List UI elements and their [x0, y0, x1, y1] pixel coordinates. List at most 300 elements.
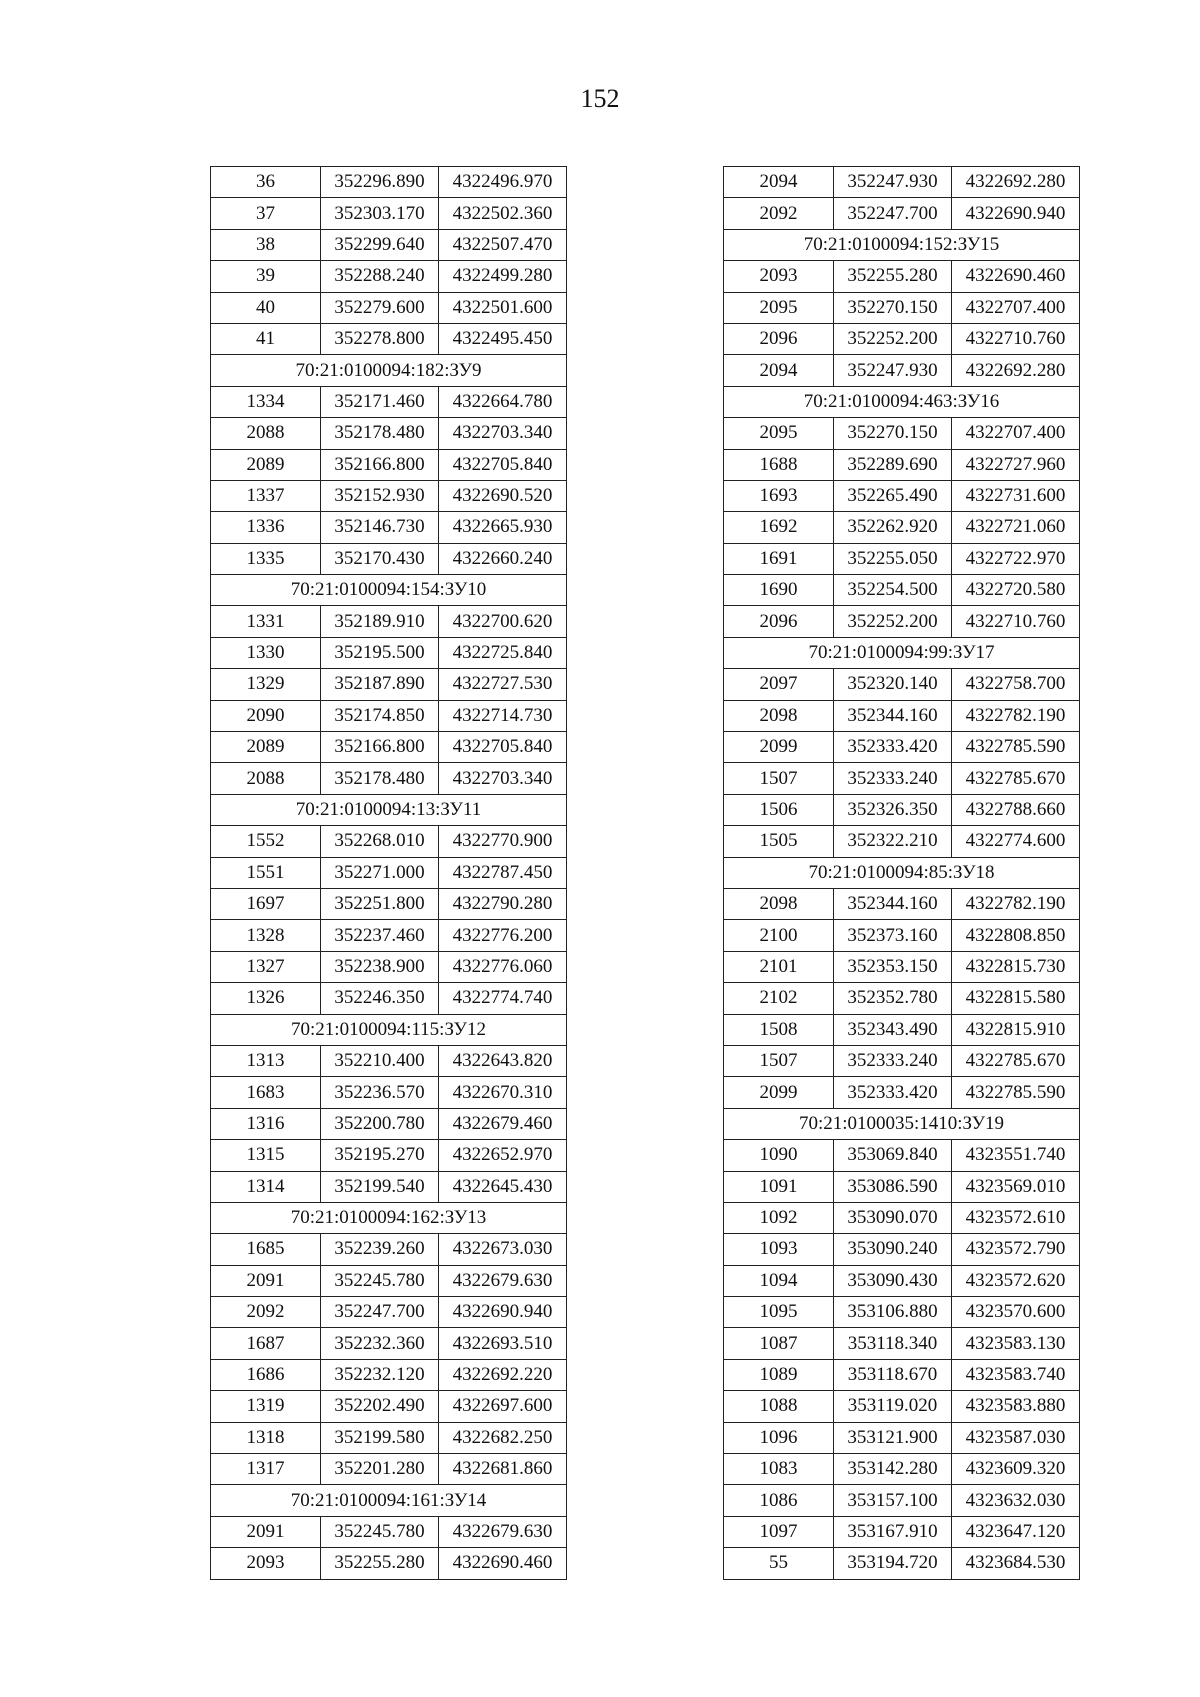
x-coordinate-cell: 352252.200 — [834, 323, 952, 354]
table-row — [724, 480, 1080, 511]
point-number-cell: 1692 — [724, 512, 834, 543]
y-coordinate-cell: 4323587.030 — [952, 1422, 1080, 1453]
point-number-cell: 1691 — [724, 543, 834, 574]
y-coordinate-cell: 4323647.120 — [952, 1516, 1080, 1547]
x-coordinate-cell: 352166.800 — [321, 449, 439, 480]
x-coordinate-cell: 352195.270 — [321, 1140, 439, 1171]
parcel-header-row — [724, 857, 1080, 888]
y-coordinate-cell: 4322690.460 — [439, 1548, 567, 1579]
x-coordinate-cell: 352247.930 — [834, 167, 952, 198]
table-row — [211, 323, 567, 354]
x-coordinate-cell: 352303.170 — [321, 198, 439, 229]
point-number-cell: 1330 — [211, 637, 321, 668]
parcel-header-row — [724, 637, 1080, 668]
y-coordinate-cell: 4322645.430 — [439, 1171, 567, 1202]
point-number-cell: 1086 — [724, 1485, 834, 1516]
table-row — [211, 763, 567, 794]
table-row — [724, 323, 1080, 354]
coordinates-table-left-body — [211, 167, 567, 1580]
point-number-cell: 1683 — [211, 1077, 321, 1108]
parcel-header-row — [724, 386, 1080, 417]
x-coordinate-cell: 352247.930 — [834, 355, 952, 386]
point-number-cell: 2099 — [724, 732, 834, 763]
point-number-cell: 1315 — [211, 1140, 321, 1171]
y-coordinate-cell: 4322679.460 — [439, 1108, 567, 1139]
y-coordinate-cell: 4322714.730 — [439, 700, 567, 731]
parcel-cadastral-number: 70:21:0100094:13:ЗУ11 — [211, 794, 567, 825]
x-coordinate-cell: 352200.780 — [321, 1108, 439, 1139]
y-coordinate-cell: 4322725.840 — [439, 637, 567, 668]
table-row — [211, 606, 567, 637]
point-number-cell: 1334 — [211, 386, 321, 417]
table-row — [724, 1454, 1080, 1485]
y-coordinate-cell: 4322692.280 — [952, 167, 1080, 198]
parcel-header-row — [211, 1485, 567, 1516]
table-row — [724, 449, 1080, 480]
table-row — [724, 1202, 1080, 1233]
x-coordinate-cell: 352254.500 — [834, 575, 952, 606]
table-row — [211, 1077, 567, 1108]
table-row — [724, 1234, 1080, 1265]
x-coordinate-cell: 352278.800 — [321, 323, 439, 354]
point-number-cell: 1091 — [724, 1171, 834, 1202]
table-row — [724, 167, 1080, 198]
parcel-cadastral-number: 70:21:0100094:85:ЗУ18 — [724, 857, 1080, 888]
y-coordinate-cell: 4322679.630 — [439, 1516, 567, 1547]
x-coordinate-cell: 352247.700 — [834, 198, 952, 229]
parcel-header-row — [724, 1108, 1080, 1139]
y-coordinate-cell: 4323632.030 — [952, 1485, 1080, 1516]
table-row — [724, 1014, 1080, 1045]
y-coordinate-cell: 4322720.580 — [952, 575, 1080, 606]
point-number-cell: 1688 — [724, 449, 834, 480]
y-coordinate-cell: 4322502.360 — [439, 198, 567, 229]
table-row — [724, 512, 1080, 543]
point-number-cell: 1685 — [211, 1234, 321, 1265]
point-number-cell: 2099 — [724, 1077, 834, 1108]
point-number-cell: 2098 — [724, 700, 834, 731]
table-row — [211, 1234, 567, 1265]
y-coordinate-cell: 4322776.060 — [439, 951, 567, 982]
y-coordinate-cell: 4322774.600 — [952, 826, 1080, 857]
table-row — [211, 637, 567, 668]
x-coordinate-cell: 353119.020 — [834, 1391, 952, 1422]
y-coordinate-cell: 4322692.280 — [952, 355, 1080, 386]
x-coordinate-cell: 353118.670 — [834, 1359, 952, 1390]
y-coordinate-cell: 4322815.730 — [952, 951, 1080, 982]
x-coordinate-cell: 352166.800 — [321, 732, 439, 763]
y-coordinate-cell: 4322705.840 — [439, 449, 567, 480]
y-coordinate-cell: 4322690.940 — [439, 1297, 567, 1328]
x-coordinate-cell: 352322.210 — [834, 826, 952, 857]
parcel-header-row — [211, 1202, 567, 1233]
table-row — [211, 512, 567, 543]
table-row — [724, 543, 1080, 574]
x-coordinate-cell: 352268.010 — [321, 826, 439, 857]
point-number-cell: 1326 — [211, 983, 321, 1014]
table-row — [211, 1328, 567, 1359]
point-number-cell: 1090 — [724, 1140, 834, 1171]
x-coordinate-cell: 352202.490 — [321, 1391, 439, 1422]
point-number-cell: 2098 — [724, 888, 834, 919]
x-coordinate-cell: 352373.160 — [834, 920, 952, 951]
point-number-cell: 2091 — [211, 1265, 321, 1296]
x-coordinate-cell: 353090.430 — [834, 1265, 952, 1296]
point-number-cell: 36 — [211, 167, 321, 198]
x-coordinate-cell: 352247.700 — [321, 1297, 439, 1328]
x-coordinate-cell: 352146.730 — [321, 512, 439, 543]
x-coordinate-cell: 352174.850 — [321, 700, 439, 731]
x-coordinate-cell: 352210.400 — [321, 1045, 439, 1076]
point-number-cell: 1318 — [211, 1422, 321, 1453]
table-row — [724, 1077, 1080, 1108]
table-row — [211, 1359, 567, 1390]
point-number-cell: 1505 — [724, 826, 834, 857]
x-coordinate-cell: 352326.350 — [834, 794, 952, 825]
x-coordinate-cell: 352333.420 — [834, 1077, 952, 1108]
y-coordinate-cell: 4322776.200 — [439, 920, 567, 951]
table-row — [724, 1516, 1080, 1547]
point-number-cell: 2094 — [724, 355, 834, 386]
point-number-cell: 1314 — [211, 1171, 321, 1202]
y-coordinate-cell: 4322705.840 — [439, 732, 567, 763]
table-row — [211, 198, 567, 229]
point-number-cell: 1551 — [211, 857, 321, 888]
x-coordinate-cell: 352201.280 — [321, 1454, 439, 1485]
parcel-cadastral-number: 70:21:0100094:115:ЗУ12 — [211, 1014, 567, 1045]
x-coordinate-cell: 353121.900 — [834, 1422, 952, 1453]
point-number-cell: 1093 — [724, 1234, 834, 1265]
point-number-cell: 38 — [211, 229, 321, 260]
table-row — [724, 1548, 1080, 1579]
point-number-cell: 1096 — [724, 1422, 834, 1453]
point-number-cell: 1690 — [724, 575, 834, 606]
table-row — [211, 261, 567, 292]
table-row — [211, 669, 567, 700]
y-coordinate-cell: 4322707.400 — [952, 418, 1080, 449]
point-number-cell: 40 — [211, 292, 321, 323]
point-number-cell: 1507 — [724, 1045, 834, 1076]
point-number-cell: 2089 — [211, 732, 321, 763]
point-number-cell: 1697 — [211, 888, 321, 919]
point-number-cell: 1508 — [724, 1014, 834, 1045]
parcel-cadastral-number: 70:21:0100094:99:ЗУ17 — [724, 637, 1080, 668]
table-row — [211, 229, 567, 260]
point-number-cell: 1092 — [724, 1202, 834, 1233]
x-coordinate-cell: 352352.780 — [834, 983, 952, 1014]
table-row — [211, 543, 567, 574]
x-coordinate-cell: 352239.260 — [321, 1234, 439, 1265]
point-number-cell: 1337 — [211, 480, 321, 511]
x-coordinate-cell: 352171.460 — [321, 386, 439, 417]
x-coordinate-cell: 352178.480 — [321, 763, 439, 794]
table-row — [724, 1328, 1080, 1359]
x-coordinate-cell: 352353.150 — [834, 951, 952, 982]
table-row — [724, 575, 1080, 606]
y-coordinate-cell: 4322690.460 — [952, 261, 1080, 292]
table-row — [724, 1391, 1080, 1422]
table-row — [211, 732, 567, 763]
table-row — [724, 794, 1080, 825]
table-row — [724, 1265, 1080, 1296]
point-number-cell: 2093 — [211, 1548, 321, 1579]
x-coordinate-cell: 352187.890 — [321, 669, 439, 700]
y-coordinate-cell: 4322652.970 — [439, 1140, 567, 1171]
y-coordinate-cell: 4322501.600 — [439, 292, 567, 323]
y-coordinate-cell: 4322670.310 — [439, 1077, 567, 1108]
y-coordinate-cell: 4322692.220 — [439, 1359, 567, 1390]
point-number-cell: 1507 — [724, 763, 834, 794]
point-number-cell: 1506 — [724, 794, 834, 825]
y-coordinate-cell: 4322660.240 — [439, 543, 567, 574]
y-coordinate-cell: 4323583.880 — [952, 1391, 1080, 1422]
table-row — [211, 418, 567, 449]
y-coordinate-cell: 4322707.400 — [952, 292, 1080, 323]
table-row — [724, 1140, 1080, 1171]
table-row — [211, 700, 567, 731]
parcel-cadastral-number: 70:21:0100094:152:ЗУ15 — [724, 229, 1080, 260]
y-coordinate-cell: 4323572.620 — [952, 1265, 1080, 1296]
point-number-cell: 39 — [211, 261, 321, 292]
y-coordinate-cell: 4322703.340 — [439, 763, 567, 794]
y-coordinate-cell: 4322727.530 — [439, 669, 567, 700]
point-number-cell: 1088 — [724, 1391, 834, 1422]
table-row — [724, 355, 1080, 386]
y-coordinate-cell: 4322710.760 — [952, 323, 1080, 354]
table-row — [724, 888, 1080, 919]
y-coordinate-cell: 4322785.590 — [952, 732, 1080, 763]
parcel-header-row — [211, 575, 567, 606]
x-coordinate-cell: 352178.480 — [321, 418, 439, 449]
x-coordinate-cell: 352199.540 — [321, 1171, 439, 1202]
x-coordinate-cell: 352252.200 — [834, 606, 952, 637]
x-coordinate-cell: 352245.780 — [321, 1265, 439, 1296]
parcel-cadastral-number: 70:21:0100094:161:ЗУ14 — [211, 1485, 567, 1516]
y-coordinate-cell: 4322774.740 — [439, 983, 567, 1014]
y-coordinate-cell: 4322682.250 — [439, 1422, 567, 1453]
table-row — [211, 826, 567, 857]
x-coordinate-cell: 352237.460 — [321, 920, 439, 951]
parcel-cadastral-number: 70:21:0100094:182:ЗУ9 — [211, 355, 567, 386]
x-coordinate-cell: 352255.050 — [834, 543, 952, 574]
y-coordinate-cell: 4322499.280 — [439, 261, 567, 292]
parcel-cadastral-number: 70:21:0100094:162:ЗУ13 — [211, 1202, 567, 1233]
coordinates-table-right — [723, 166, 1080, 1580]
parcel-header-row — [724, 229, 1080, 260]
y-coordinate-cell: 4322681.860 — [439, 1454, 567, 1485]
x-coordinate-cell: 353106.880 — [834, 1297, 952, 1328]
table-row — [211, 1045, 567, 1076]
y-coordinate-cell: 4322703.340 — [439, 418, 567, 449]
point-number-cell: 2092 — [724, 198, 834, 229]
y-coordinate-cell: 4322815.580 — [952, 983, 1080, 1014]
x-coordinate-cell: 353086.590 — [834, 1171, 952, 1202]
point-number-cell: 1552 — [211, 826, 321, 857]
x-coordinate-cell: 352343.490 — [834, 1014, 952, 1045]
x-coordinate-cell: 352199.580 — [321, 1422, 439, 1453]
y-coordinate-cell: 4322727.960 — [952, 449, 1080, 480]
y-coordinate-cell: 4322787.450 — [439, 857, 567, 888]
point-number-cell: 1331 — [211, 606, 321, 637]
x-coordinate-cell: 352333.240 — [834, 763, 952, 794]
x-coordinate-cell: 352251.800 — [321, 888, 439, 919]
table-row — [211, 1140, 567, 1171]
y-coordinate-cell: 4323609.320 — [952, 1454, 1080, 1485]
table-row — [724, 292, 1080, 323]
table-row — [211, 1108, 567, 1139]
point-number-cell: 2101 — [724, 951, 834, 982]
point-number-cell: 2088 — [211, 763, 321, 794]
y-coordinate-cell: 4323572.610 — [952, 1202, 1080, 1233]
point-number-cell: 1336 — [211, 512, 321, 543]
point-number-cell: 2095 — [724, 418, 834, 449]
point-number-cell: 2096 — [724, 606, 834, 637]
y-coordinate-cell: 4322782.190 — [952, 888, 1080, 919]
point-number-cell: 37 — [211, 198, 321, 229]
x-coordinate-cell: 353069.840 — [834, 1140, 952, 1171]
coordinates-table-left — [210, 166, 567, 1580]
y-coordinate-cell: 4322815.910 — [952, 1014, 1080, 1045]
table-row — [211, 1391, 567, 1422]
point-number-cell: 1094 — [724, 1265, 834, 1296]
point-number-cell: 1083 — [724, 1454, 834, 1485]
x-coordinate-cell: 352344.160 — [834, 888, 952, 919]
table-row — [724, 1359, 1080, 1390]
x-coordinate-cell: 353090.070 — [834, 1202, 952, 1233]
y-coordinate-cell: 4322785.670 — [952, 1045, 1080, 1076]
y-coordinate-cell: 4322721.060 — [952, 512, 1080, 543]
point-number-cell: 1687 — [211, 1328, 321, 1359]
x-coordinate-cell: 352289.690 — [834, 449, 952, 480]
point-number-cell: 2090 — [211, 700, 321, 731]
y-coordinate-cell: 4323551.740 — [952, 1140, 1080, 1171]
x-coordinate-cell: 352170.430 — [321, 543, 439, 574]
point-number-cell: 2091 — [211, 1516, 321, 1547]
point-number-cell: 2102 — [724, 983, 834, 1014]
table-row — [211, 1548, 567, 1579]
parcel-cadastral-number: 70:21:0100035:1410:ЗУ19 — [724, 1108, 1080, 1139]
table-row — [724, 826, 1080, 857]
y-coordinate-cell: 4322731.600 — [952, 480, 1080, 511]
x-coordinate-cell: 352189.910 — [321, 606, 439, 637]
x-coordinate-cell: 352195.500 — [321, 637, 439, 668]
table-row — [211, 1297, 567, 1328]
x-coordinate-cell: 353090.240 — [834, 1234, 952, 1265]
y-coordinate-cell: 4323569.010 — [952, 1171, 1080, 1202]
y-coordinate-cell: 4322710.760 — [952, 606, 1080, 637]
point-number-cell: 1097 — [724, 1516, 834, 1547]
x-coordinate-cell: 352333.240 — [834, 1045, 952, 1076]
table-row — [724, 732, 1080, 763]
x-coordinate-cell: 352255.280 — [834, 261, 952, 292]
x-coordinate-cell: 352232.120 — [321, 1359, 439, 1390]
y-coordinate-cell: 4323572.790 — [952, 1234, 1080, 1265]
table-row — [211, 167, 567, 198]
y-coordinate-cell: 4323570.600 — [952, 1297, 1080, 1328]
x-coordinate-cell: 352270.150 — [834, 418, 952, 449]
point-number-cell: 1328 — [211, 920, 321, 951]
y-coordinate-cell: 4322758.700 — [952, 669, 1080, 700]
point-number-cell: 1693 — [724, 480, 834, 511]
point-number-cell: 41 — [211, 323, 321, 354]
y-coordinate-cell: 4322665.930 — [439, 512, 567, 543]
point-number-cell: 1329 — [211, 669, 321, 700]
table-row — [724, 983, 1080, 1014]
table-row — [211, 1454, 567, 1485]
table-row — [724, 418, 1080, 449]
table-row — [211, 920, 567, 951]
point-number-cell: 2097 — [724, 669, 834, 700]
x-coordinate-cell: 352152.930 — [321, 480, 439, 511]
x-coordinate-cell: 352344.160 — [834, 700, 952, 731]
y-coordinate-cell: 4322673.030 — [439, 1234, 567, 1265]
y-coordinate-cell: 4322808.850 — [952, 920, 1080, 951]
point-number-cell: 1089 — [724, 1359, 834, 1390]
x-coordinate-cell: 352333.420 — [834, 732, 952, 763]
y-coordinate-cell: 4322664.780 — [439, 386, 567, 417]
y-coordinate-cell: 4322496.970 — [439, 167, 567, 198]
table-row — [211, 1516, 567, 1547]
y-coordinate-cell: 4322697.600 — [439, 1391, 567, 1422]
x-coordinate-cell: 352320.140 — [834, 669, 952, 700]
table-row — [211, 292, 567, 323]
x-coordinate-cell: 352246.350 — [321, 983, 439, 1014]
table-row — [211, 449, 567, 480]
x-coordinate-cell: 352271.000 — [321, 857, 439, 888]
x-coordinate-cell: 352265.490 — [834, 480, 952, 511]
table-row — [211, 857, 567, 888]
x-coordinate-cell: 352270.150 — [834, 292, 952, 323]
point-number-cell: 2094 — [724, 167, 834, 198]
table-row — [724, 920, 1080, 951]
point-number-cell: 2096 — [724, 323, 834, 354]
point-number-cell: 1686 — [211, 1359, 321, 1390]
y-coordinate-cell: 4322790.280 — [439, 888, 567, 919]
point-number-cell: 1317 — [211, 1454, 321, 1485]
x-coordinate-cell: 352279.600 — [321, 292, 439, 323]
coordinates-table-right-body — [724, 167, 1080, 1580]
x-coordinate-cell: 352255.280 — [321, 1548, 439, 1579]
table-row — [724, 1422, 1080, 1453]
x-coordinate-cell: 353142.280 — [834, 1454, 952, 1485]
table-row — [724, 1485, 1080, 1516]
table-row — [211, 1422, 567, 1453]
x-coordinate-cell: 352245.780 — [321, 1516, 439, 1547]
x-coordinate-cell: 352296.890 — [321, 167, 439, 198]
table-row — [724, 951, 1080, 982]
point-number-cell: 2089 — [211, 449, 321, 480]
x-coordinate-cell: 352236.570 — [321, 1077, 439, 1108]
parcel-header-row — [211, 1014, 567, 1045]
parcel-header-row — [211, 794, 567, 825]
table-row — [724, 1171, 1080, 1202]
table-row — [724, 198, 1080, 229]
x-coordinate-cell: 353167.910 — [834, 1516, 952, 1547]
table-row — [724, 261, 1080, 292]
point-number-cell: 1316 — [211, 1108, 321, 1139]
y-coordinate-cell: 4323583.130 — [952, 1328, 1080, 1359]
y-coordinate-cell: 4322679.630 — [439, 1265, 567, 1296]
table-row — [724, 1045, 1080, 1076]
table-row — [211, 1171, 567, 1202]
table-row — [724, 1297, 1080, 1328]
y-coordinate-cell: 4322785.670 — [952, 763, 1080, 794]
point-number-cell: 2088 — [211, 418, 321, 449]
point-number-cell: 2092 — [211, 1297, 321, 1328]
y-coordinate-cell: 4322700.620 — [439, 606, 567, 637]
table-row — [211, 1265, 567, 1296]
y-coordinate-cell: 4323684.530 — [952, 1548, 1080, 1579]
